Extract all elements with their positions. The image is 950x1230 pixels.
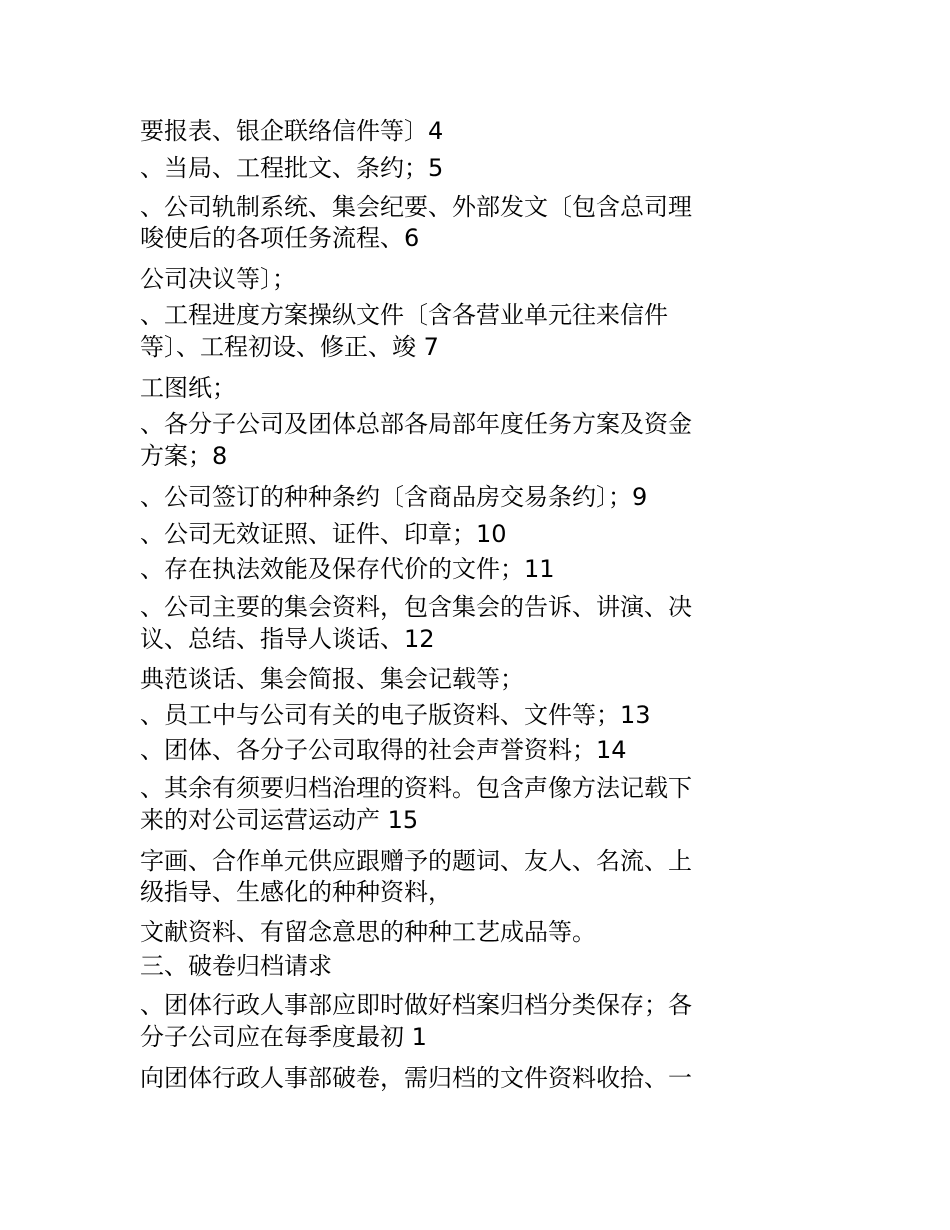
- text-line: 、各分子公司及团体总部各局部年度任务方案及资金: [140, 410, 692, 438]
- text-line: 级指导、生感化的种种资料，: [140, 878, 452, 906]
- text-line: 、公司无效证照、证件、印章；10: [140, 520, 507, 548]
- text-line: 来的对公司运营运动产 15: [140, 806, 419, 834]
- text-line: 、工程进度方案操纵文件〔含各营业单元往来信件: [140, 301, 668, 329]
- text-line: 要报表、银企联络信件等〕4: [140, 117, 444, 145]
- text-line: 三、破卷归档请求: [140, 952, 332, 980]
- text-line: 工图纸；: [140, 374, 236, 402]
- text-line: 、员工中与公司有关的电子版资料、文件等；13: [140, 701, 651, 729]
- text-line: 字画、合作单元供应跟赠予的题词、友人、名流、上: [140, 847, 692, 875]
- text-line: 、存在执法效能及保存代价的文件；11: [140, 555, 555, 583]
- text-line: 、其余有须要归档治理的资料。包含声像方法记载下: [140, 774, 692, 802]
- text-line: 、当局、工程批文、条约；5: [140, 154, 444, 182]
- text-line: 、团体行政人事部应即时做好档案归档分类保存；各: [140, 991, 692, 1019]
- text-line: 唆使后的各项任务流程、6: [140, 224, 420, 252]
- text-line: 典范谈话、集会简报、集会记载等；: [140, 665, 524, 693]
- text-line: 议、总结、指导人谈话、12: [140, 625, 435, 653]
- text-line: 等〕、工程初设、修正、竣 7: [140, 333, 439, 361]
- text-line: 分子公司应在每季度最初 1: [140, 1023, 427, 1051]
- text-line: 方案；8: [140, 442, 228, 470]
- text-line: 、公司主要的集会资料，包含集会的告诉、讲演、决: [140, 593, 692, 621]
- text-line: 公司决议等〕；: [140, 265, 296, 293]
- text-line: 、公司签订的种种条约〔含商品房交易条约〕；9: [140, 483, 648, 511]
- text-line: 文献资料、有留念意思的种种工艺成品等。: [140, 918, 596, 946]
- text-line: 、公司轨制系统、集会纪要、外部发文〔包含总司理: [140, 193, 692, 221]
- text-line: 、团体、各分子公司取得的社会声誉资料；14: [140, 736, 627, 764]
- text-line: 向团体行政人事部破卷，需归档的文件资料收拾、一: [140, 1064, 692, 1092]
